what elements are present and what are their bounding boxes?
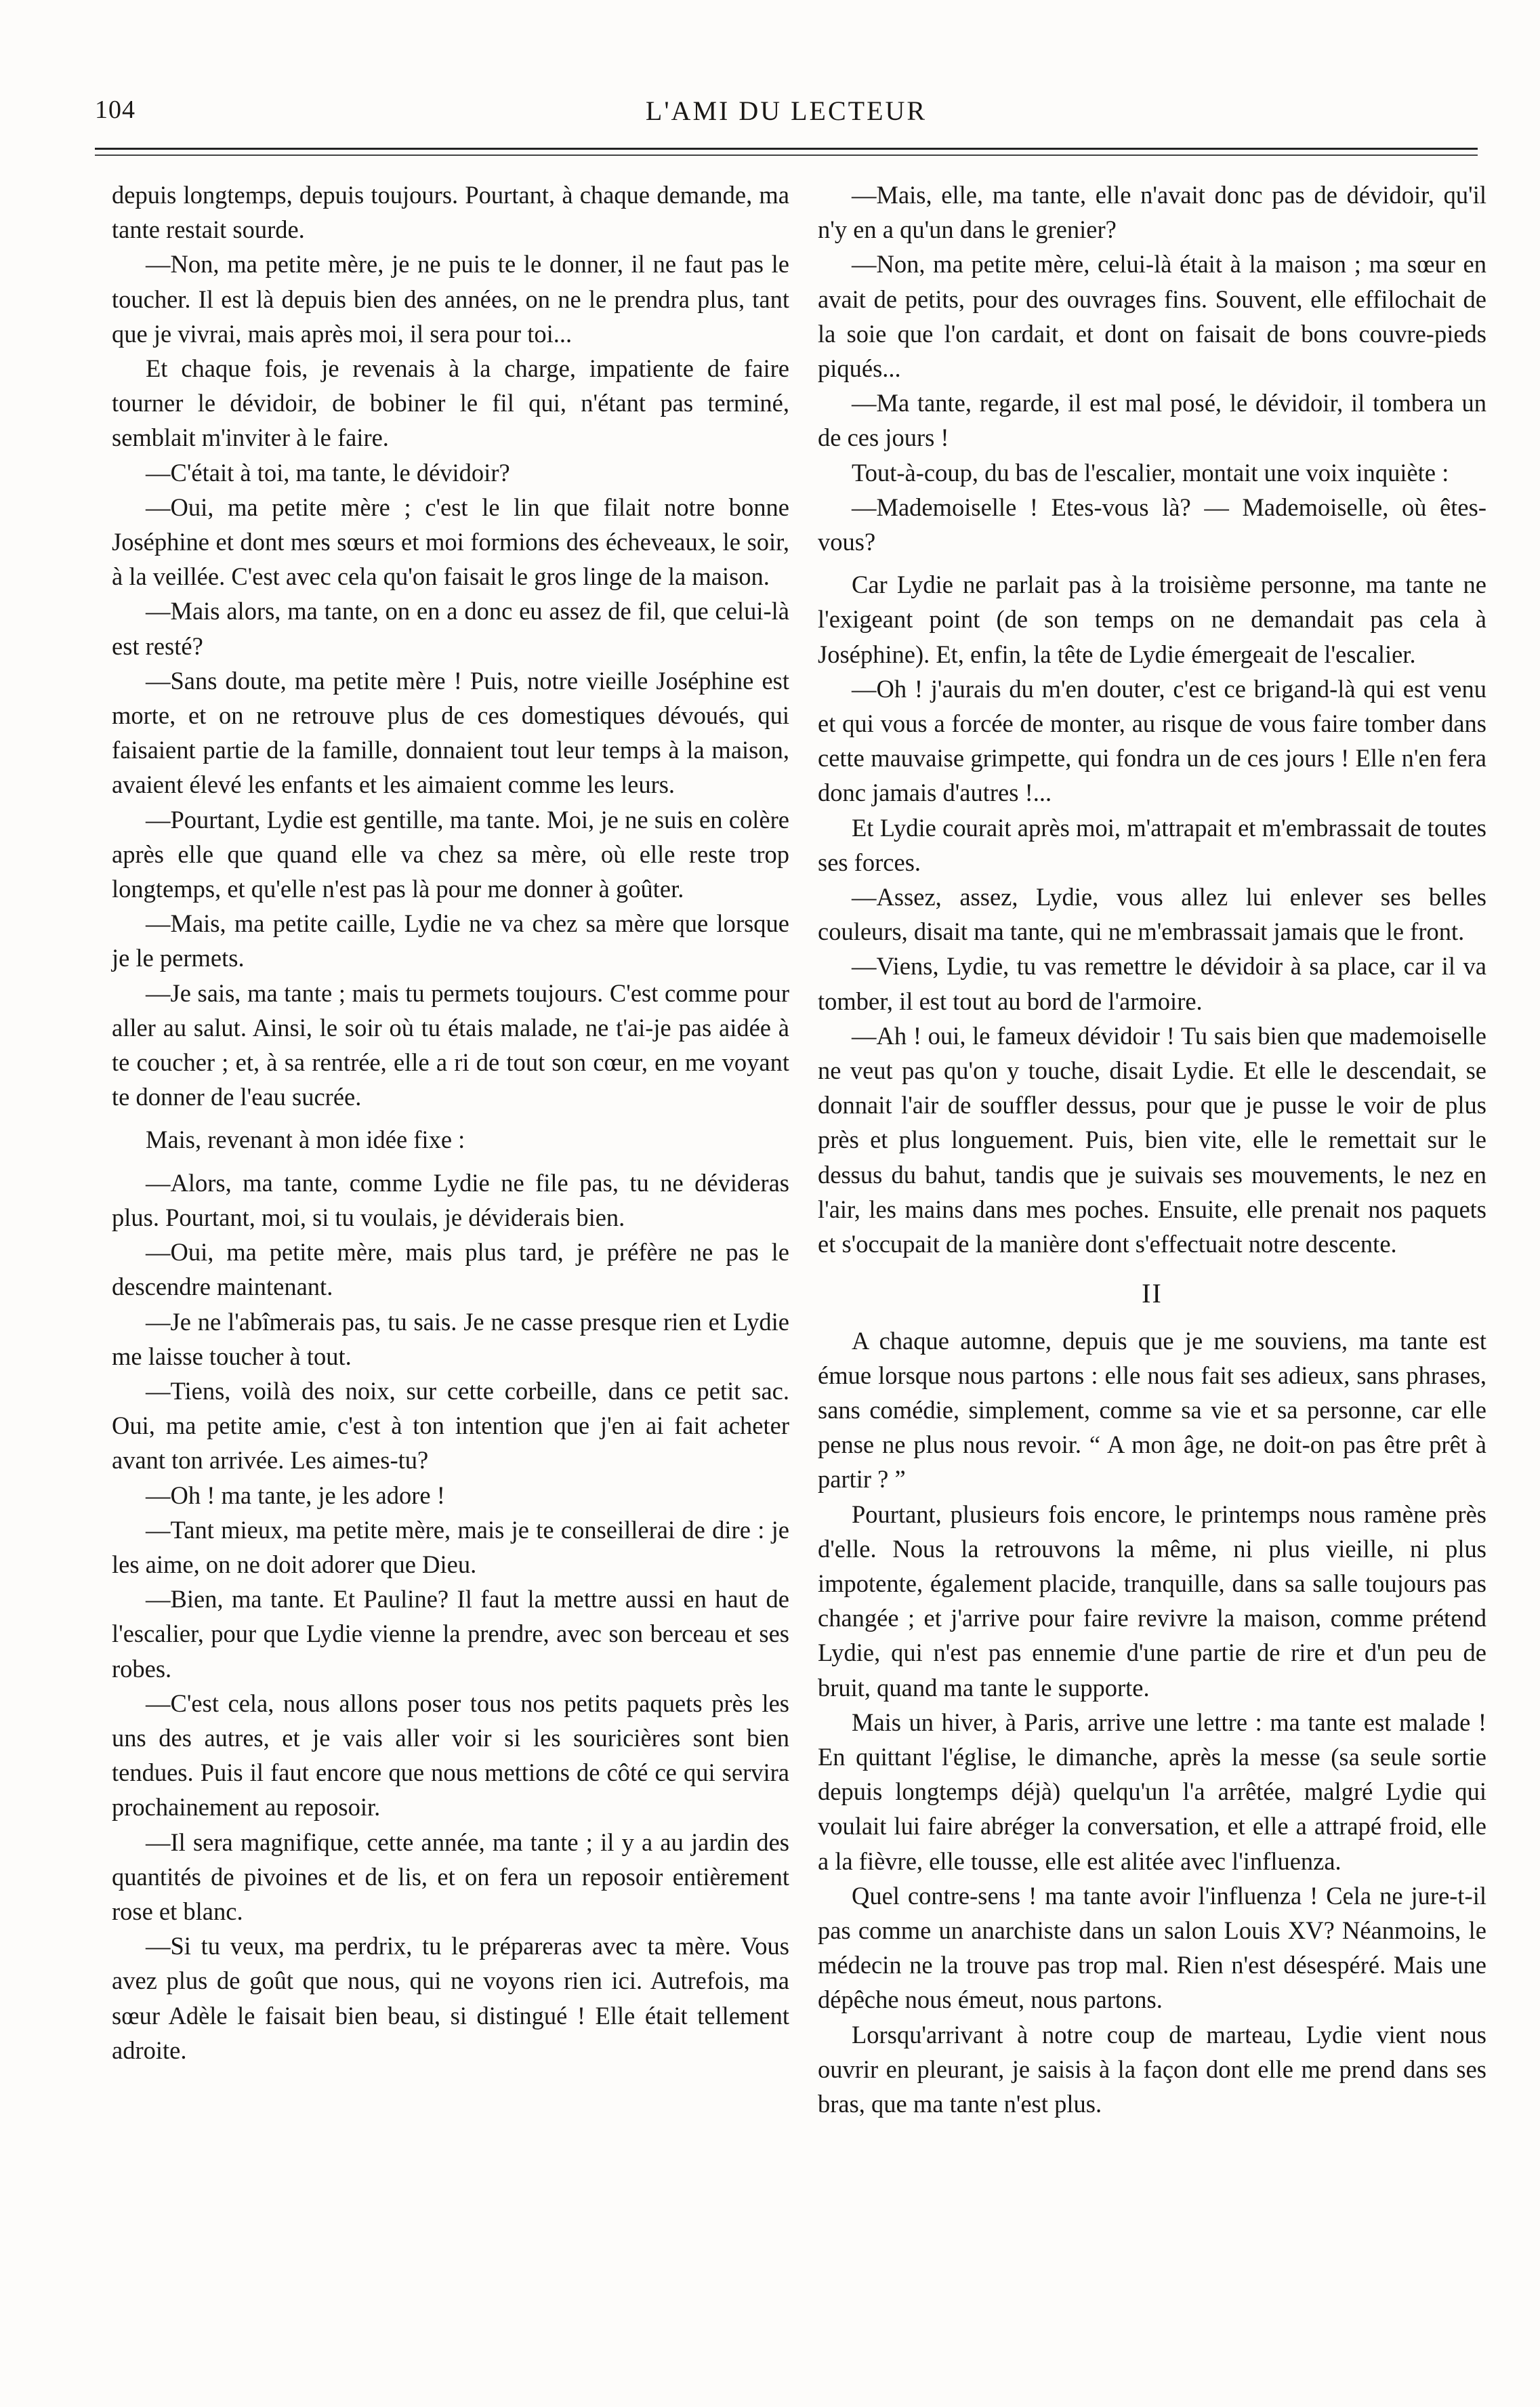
paragraph: —Oui, ma petite mère ; c'est le lin que filait notre bonne Joséphine et dont mes sœurs et moi formions des écheveaux, le soir, à la veillée. C'est avec cela qu'on faisait le gros linge de la maison. [112, 493, 789, 591]
paragraph: —Tant mieux, ma petite mère, mais je te conseillerai de dire : je les aime, on ne doit adorer que Dieu. [112, 1515, 789, 1578]
paragraph: Pourtant, plusieurs fois encore, le printemps nous ramène près d'elle. Nous la retrouvons la même, ni plus vieille, ni plus impotente, également placide, tranquille, dans sa salle toujours pas changée ; et j'arrive pour faire revivre la maison, comme prétend Lydie, qui n'est pas ennemie d'une partie de rire et d'un peu de bruit, quand ma tante le supporte. [818, 1500, 1486, 1702]
paragraph: —Assez, assez, Lydie, vous allez lui enlever ses belles couleurs, disait ma tante, qui ne m'embrassait jamais que le front. [818, 883, 1486, 946]
left-column [112, 178, 789, 2067]
paragraph: —Ah ! oui, le fameux dévidoir ! Tu sais bien que mademoiselle ne veut pas qu'on y touche, disait Lydie. Et elle le descendait, se donnait l'air de souffler dessus, pour que je pusse le voir de plus près et plus longuement. Puis, bien vite, elle le remettait sur le dessus du bahut, tandis que je suivais ses mouvements, le nez en l'air, les mains dans mes poches. Ensuite, elle prenait nos paquets et s'occupait de la manière dont s'effectuait notre descente. [818, 1021, 1486, 1258]
paragraph: —Sans doute, ma petite mère ! Puis, notre vieille Joséphine est morte, et on ne retrouve plus de ces domestiques dévoués, qui faisaient partie de la famille, donnaient tout leur temps à la maison, avaient élevé les enfants et les aimaient comme les leurs. [112, 666, 789, 799]
paragraph: —C'était à toi, ma tante, le dévidoir? [146, 458, 510, 487]
paragraph: —Tiens, voilà des noix, sur cette corbeille, dans ce petit sac. Oui, ma petite amie, c'est à ton intention que j'en ai fait acheter avant ton arrivée. Les aimes-tu? [112, 1376, 789, 1475]
paragraph: —Si tu veux, ma perdrix, tu le prépareras avec ta mère. Vous avez plus de goût que nous, qui ne voyons rien ici. Autrefois, ma sœur Adèle le faisait bien beau, si distingué ! Elle était tellement adroite. [112, 1932, 789, 2064]
paragraph: Quel contre-sens ! ma tante avoir l'influenza ! Cela ne jure-t-il pas comme un anarchiste dans un salon Louis XV? Néanmoins, le médecin ne la trouve pas trop mal. Rien n'est désespéré. Mais une dépêche nous émeut, nous partons. [818, 1881, 1486, 2014]
paragraph: —Non, ma petite mère, je ne puis te le donner, il ne faut pas le toucher. Il est là depuis bien des années, on ne le prendra plus, tant que je vivrai, mais après moi, il sera pour toi... [112, 250, 789, 348]
paragraph: depuis longtemps, depuis toujours. Pourtant, à chaque demande, ma tante restait sourde. [112, 181, 789, 244]
running-title: L'AMI DU LECTEUR [645, 96, 928, 126]
paragraph: —Non, ma petite mère, celui-là était à la maison ; ma sœur en avait de petits, pour des ouvrages fins. Souvent, elle effilochait de la soie que l'on cardait, et dont on faisait de bons couvre-pieds piqués... [818, 250, 1486, 383]
paragraph: —Viens, Lydie, tu vas remettre le dévidoir à sa place, car il va tomber, il est tout au bord de l'armoire. [818, 952, 1486, 1015]
paragraph: A chaque automne, depuis que je me souviens, ma tante est émue lorsque nous partons : elle nous fait ses adieux, sans phrases, sans comédie, simplement, comme sa vie et sa personne, car elle pense ne plus nous revoir. “ A mon âge, ne doit-on pas être prêt à partir ? ” [818, 1326, 1486, 1494]
section-number: II [1142, 1278, 1163, 1309]
paragraph: —Pourtant, Lydie est gentille, ma tante. Moi, je ne suis en colère après elle que quand elle va chez sa mère, où elle reste trop longtemps, et qu'elle n'est pas là pour me donner à goûter. [112, 805, 789, 903]
header-rule-top [95, 148, 1478, 150]
page-number: 104 [95, 96, 136, 124]
paragraph: —Mais, elle, ma tante, elle n'avait donc pas de dévidoir, qu'il n'y en a qu'un dans le grenier? [818, 181, 1486, 244]
paragraph: —Mais alors, ma tante, on en a donc eu assez de fil, que celui-là est resté? [112, 597, 789, 660]
right-column [818, 178, 1486, 2121]
page-header [95, 95, 1478, 136]
paragraph: —Je ne l'abîmerais pas, tu sais. Je ne casse presque rien et Lydie me laisse toucher à tout. [112, 1307, 789, 1370]
paragraph: Mais, revenant à mon idée fixe : [146, 1126, 465, 1154]
paragraph: —Bien, ma tante. Et Pauline? Il faut la mettre aussi en haut de l'escalier, pour que Lydie vienne la prendre, avec son berceau et ses robes. [112, 1585, 789, 1683]
paragraph: —Je sais, ma tante ; mais tu permets toujours. C'est comme pour aller au salut. Ainsi, le soir où tu étais malade, ne t'ai-je pas aidée à te coucher ; et, à sa rentrée, elle a ri de tout son cœur, en me voyant te donner de l'eau sucrée. [112, 979, 789, 1111]
header-rule-bottom [95, 155, 1478, 156]
paragraph: —Oh ! j'aurais du m'en douter, c'est ce brigand-là qui est venu et qui vous a forcée de monter, au risque de vous faire tomber dans cette mauvaise grimpette, qui fondra un de ces jours ! Elle n'en fera donc jamais d'autres !... [818, 674, 1486, 807]
paragraph: —Ma tante, regarde, il est mal posé, le dévidoir, il tombera un de ces jours ! [818, 389, 1486, 452]
paragraph: —Il sera magnifique, cette année, ma tante ; il y a au jardin des quantités de pivoines et de lis, et on fera un reposoir entièrement rose et blanc. [112, 1828, 789, 1925]
paragraph: Car Lydie ne parlait pas à la troisième personne, ma tante ne l'exigeant point (de son temps on ne demandait pas cela à Joséphine). Et, enfin, la tête de Lydie émergeait de l'escalier. [818, 571, 1486, 668]
paragraph: —Alors, ma tante, comme Lydie ne file pas, tu ne dévideras plus. Pourtant, moi, si tu voulais, je déviderais bien. [112, 1168, 789, 1231]
paragraph: Et Lydie courait après moi, m'attrapait et m'embrassait de toutes ses forces. [818, 813, 1486, 876]
paragraph: Tout-à-coup, du bas de l'escalier, montait une voix inquiète : [852, 458, 1449, 487]
paragraph: Mais un hiver, à Paris, arrive une lettre : ma tante est malade ! En quittant l'église, le dimanche, après la messe (sa seule sortie depuis longtemps déjà) quelqu'un l'a arrêtée, malgré Lydie qui voulait lui faire abréger la conversation, et elle a attrapé froid, elle a la fièvre, elle tousse, elle est alitée avec l'influenza. [818, 1708, 1486, 1875]
paragraph: —Mademoiselle ! Etes-vous là? — Mademoiselle, où êtes-vous? [818, 493, 1486, 556]
paragraph: Et chaque fois, je revenais à la charge, impatiente de faire tourner le dévidoir, de bobiner le fil qui, n'étant pas terminé, semblait m'inviter à le faire. [112, 354, 789, 452]
paragraph: —Oui, ma petite mère, mais plus tard, je préfère ne pas le descendre maintenant. [112, 1238, 789, 1301]
paragraph: Lorsqu'arrivant à notre coup de marteau, Lydie vient nous ouvrir en pleurant, je saisis à la façon dont elle me prend dans ses bras, que ma tante n'est plus. [818, 2020, 1486, 2118]
paragraph: —Oh ! ma tante, je les adore ! [146, 1481, 445, 1509]
paragraph: —Mais, ma petite caille, Lydie ne va chez sa mère que lorsque je le permets. [112, 909, 789, 972]
paragraph: —C'est cela, nous allons poser tous nos petits paquets près les uns des autres, et je vais aller voir si les souricières sont bien tendues. Puis il faut encore que nous mettions de côté ce qui servira prochainement au reposoir. [112, 1689, 789, 1822]
